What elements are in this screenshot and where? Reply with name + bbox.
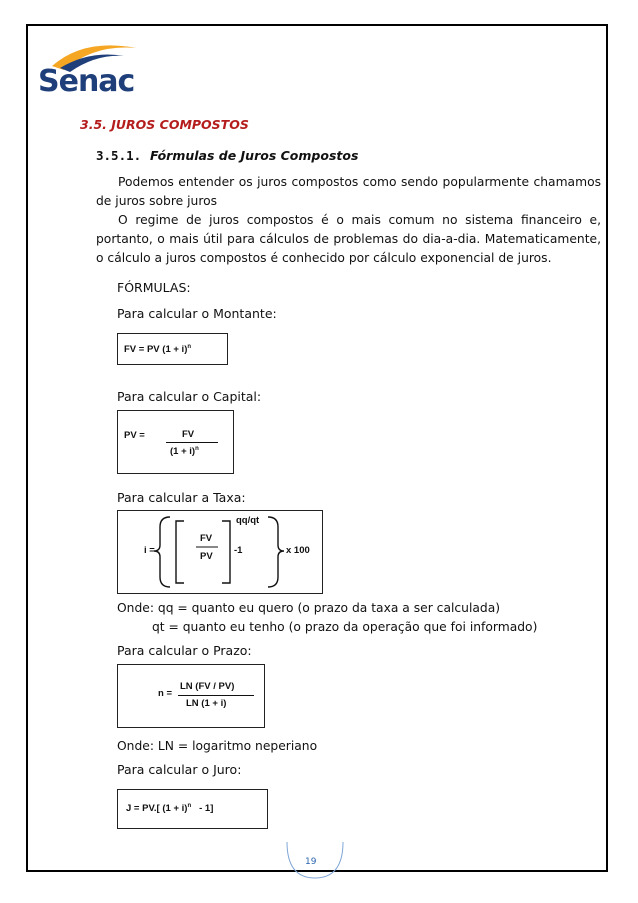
capital-fraction-line [166, 442, 218, 443]
capital-numerator: FV [182, 429, 195, 440]
subsection-title [96, 148, 358, 163]
taxa-note-qt: qt = quanto eu tenho (o prazo da operação que foi informado) [152, 620, 538, 634]
taxa-exponent: qq/qt [236, 515, 260, 526]
paragraph-1: Podemos entender os juros compostos como sendo popularmente chamamos de juros sobre juros [96, 175, 601, 208]
montante-expr: FV = PV $(1 + i)^n$ [124, 344, 192, 356]
taxa-denominator: PV [200, 551, 213, 562]
taxa-minus-one: -1 [234, 545, 243, 556]
juro-formula [117, 789, 268, 829]
prazo-label: Para calcular o Prazo: [117, 643, 252, 658]
juro-expr: J = PV.[ $(1 + i)^n - 1$] [126, 803, 214, 815]
capital-lhs: PV = [124, 430, 145, 441]
prazo-formula [117, 664, 265, 728]
taxa-label: Para calcular a Taxa: [117, 490, 246, 505]
prazo-lhs: n = [158, 688, 172, 699]
taxa-lhs: i = [144, 545, 155, 556]
prazo-note: Onde: LN = logaritmo neperiano [117, 739, 318, 753]
subsection-number: 3.5.1. [96, 148, 142, 163]
montante-label: Para calcular o Montante: [117, 306, 277, 321]
prazo-denominator: LN (1 + i) [186, 698, 227, 709]
juro-label: Para calcular o Juro: [117, 762, 242, 777]
montante-formula [117, 333, 228, 365]
subsection-label: Fórmulas de Juros Compostos [150, 148, 359, 163]
senac-logo [36, 38, 136, 104]
prazo-numerator: LN (FV / PV) [180, 681, 235, 692]
taxa-multiplier: x 100 [286, 545, 310, 556]
taxa-numerator: FV [200, 533, 213, 544]
formulas-heading: FÓRMULAS: [117, 280, 191, 295]
taxa-note-qq: Onde: qq = quanto eu quero (o prazo da taxa a ser calculada) [117, 601, 501, 615]
page-number: 19 [305, 857, 317, 867]
paragraph-2: O regime de juros compostos é o mais comum no sistema financeiro e, portanto, o mais útil para cálculos de problemas do dia-a-dia. Matematicamente, o cálculo a juros compostos é conhecido por cálculo exponencial de juros. [96, 213, 601, 265]
capital-formula [117, 410, 234, 474]
capital-denominator: $(1 + i)^n$ [170, 446, 199, 458]
section-title: 3.5. JUROS COMPOSTOS [80, 117, 249, 132]
taxa-formula [117, 510, 323, 594]
logo-text: Senac [38, 64, 135, 99]
prazo-fraction-line [178, 695, 254, 696]
capital-label: Para calcular o Capital: [117, 389, 262, 404]
